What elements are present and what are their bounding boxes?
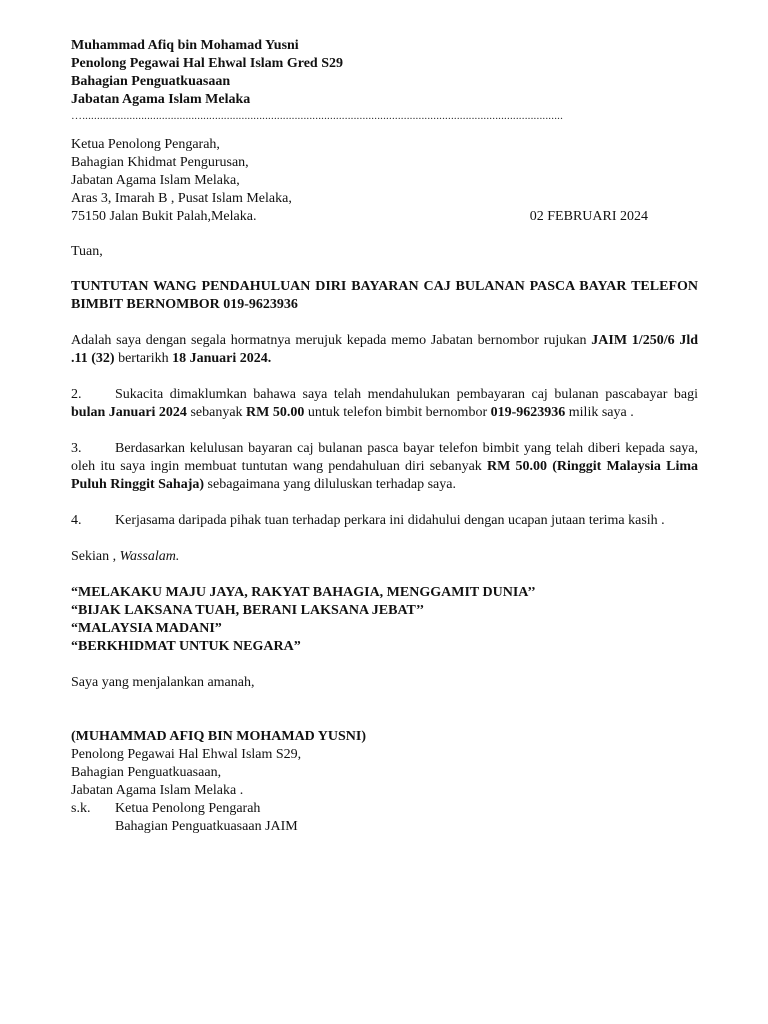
cc-block bbox=[71, 800, 698, 836]
dotted-separator: …................................................................................................................................................................... bbox=[71, 110, 564, 122]
billing-month: bulan Januari 2024 bbox=[71, 405, 187, 420]
paragraph-4 bbox=[71, 512, 698, 530]
paragraph-4-text: Kerjasama daripada pihak tuan terhadap perkara ini didahului dengan ucapan jutaan terima kasih . bbox=[115, 513, 665, 528]
cc-line-1: Ketua Penolong Pengarah bbox=[115, 801, 261, 816]
paragraph-1-text-2: bertarikh bbox=[114, 351, 173, 366]
salutation: Tuan, bbox=[71, 244, 103, 259]
advance-amount: RM 50.00 bbox=[246, 405, 305, 420]
slogan-1: “MELAKAKU MAJU JAYA, RAKYAT BAHAGIA, MENGGAMIT DUNIA’’ bbox=[71, 585, 536, 600]
recipient-line-2: Bahagian Khidmat Pengurusan, bbox=[71, 155, 249, 170]
paragraph-3-text: Berdasarkan kelulusan bayaran caj bulanan pasca bayar telefon bimbit yang telah diberi kepada saya, oleh itu saya ingin membuat tuntutan wang pendahuluan diri sebanyak bbox=[71, 441, 698, 474]
paragraph-3 bbox=[71, 440, 698, 494]
paragraph-2-text-4: milik saya . bbox=[565, 405, 634, 420]
closing-line bbox=[71, 548, 698, 566]
paragraph-1-text: Adalah saya dengan segala hormatnya merujuk kepada memo Jabatan bernombor rujukan bbox=[71, 333, 592, 348]
recipient-address-date-row bbox=[71, 208, 698, 226]
signatory-division: Bahagian Penguatkuasaan, bbox=[71, 765, 222, 780]
signatory-name: (MUHAMMAD AFIQ BIN MOHAMAD YUSNI) bbox=[71, 729, 367, 744]
signatory-department: Jabatan Agama Islam Melaka . bbox=[71, 783, 244, 798]
recipient-block bbox=[71, 136, 698, 226]
paragraph-3-text-2: sebagaimana yang diluluskan terhadap saya. bbox=[204, 477, 456, 492]
paragraph-2-number: 2. bbox=[71, 387, 82, 402]
paragraph-2-text-3: untuk telefon bimbit bernombor bbox=[304, 405, 491, 420]
signature-block bbox=[71, 728, 698, 800]
letter-page bbox=[71, 37, 698, 836]
trust-line: Saya yang menjalankan amanah, bbox=[71, 675, 255, 690]
slogan-2: “BIJAK LAKSANA TUAH, BERANI LAKSANA JEBAT’’ bbox=[71, 603, 425, 618]
recipient-line-4: Aras 3, Imarah B , Pusat Islam Melaka, bbox=[71, 191, 292, 206]
paragraph-3-number: 3. bbox=[71, 441, 82, 456]
sender-name: Muhammad Afiq bin Mohamad Yusni bbox=[71, 38, 299, 53]
letter-date: 02 FEBRUARI 2024 bbox=[529, 209, 648, 224]
sender-position: Penolong Pegawai Hal Ehwal Islam Gred S29 bbox=[71, 56, 343, 71]
phone-number: 019-9623936 bbox=[490, 405, 566, 420]
sender-division: Bahagian Penguatkuasaan bbox=[71, 74, 231, 89]
sender-block bbox=[71, 37, 698, 127]
slogans-block bbox=[71, 584, 698, 656]
recipient-line-1: Ketua Penolong Pengarah, bbox=[71, 137, 220, 152]
paragraph-1 bbox=[71, 332, 698, 368]
paragraph-2-text-2: sebanyak bbox=[186, 405, 247, 420]
paragraph-4-number: 4. bbox=[71, 513, 82, 528]
reference-date: 18 Januari 2024. bbox=[172, 351, 272, 366]
paragraph-2-text: Sukacita dimaklumkan bahawa saya telah mendahulukan pembayaran caj bulanan pascabayar bagi bbox=[115, 387, 698, 402]
subject-heading: TUNTUTAN WANG PENDAHULUAN DIRI BAYARAN CAJ BULANAN PASCA BAYAR TELEFON BIMBIT BERNOMBOR 019-9623936 bbox=[71, 279, 698, 312]
sender-department: Jabatan Agama Islam Melaka bbox=[71, 92, 251, 107]
cc-label: s.k. bbox=[71, 801, 91, 816]
paragraph-2 bbox=[71, 386, 698, 422]
closing-wassalam: Wassalam. bbox=[119, 549, 180, 564]
claim-amount: RM 50.00 (Ringgit Malaysia Lima Puluh Ringgit Sahaja) bbox=[71, 459, 699, 492]
slogan-4: “BERKHIDMAT UNTUK NEGARA” bbox=[71, 639, 301, 654]
signatory-position: Penolong Pegawai Hal Ehwal Islam S29, bbox=[71, 747, 302, 762]
slogan-3: “MALAYSIA MADANI” bbox=[71, 621, 222, 636]
cc-line-2: Bahagian Penguatkuasaan JAIM bbox=[115, 819, 298, 834]
recipient-line-5: 75150 Jalan Bukit Palah,Melaka. bbox=[71, 209, 257, 224]
reference-number: JAIM 1/250/6 Jld .11 (32) bbox=[71, 333, 699, 366]
closing-text: Sekian , bbox=[71, 549, 120, 564]
cc-row bbox=[71, 800, 698, 818]
recipient-line-3: Jabatan Agama Islam Melaka, bbox=[71, 173, 240, 188]
